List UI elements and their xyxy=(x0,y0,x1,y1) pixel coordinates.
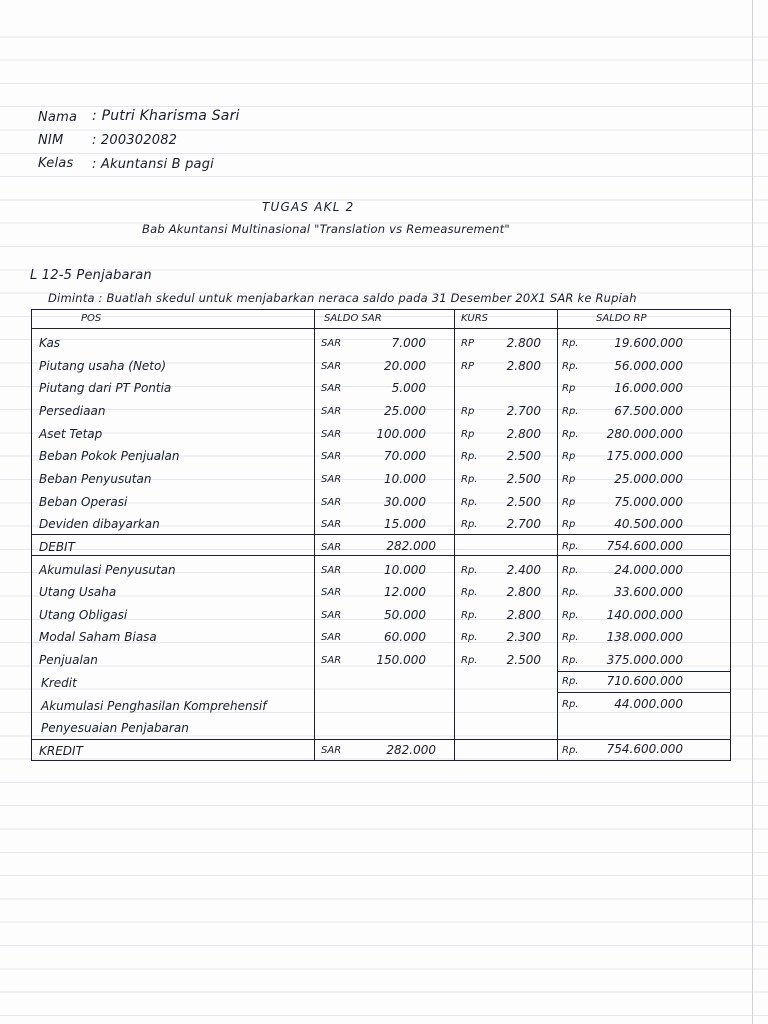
credit-row-2-rp-cur: Rp. xyxy=(562,610,579,621)
debit-row-7-pos: Beban Operasi xyxy=(39,495,128,509)
credit-row-1-kurs-value: 2.800 xyxy=(506,585,541,599)
credit-row-0-kurs-value: 2.400 xyxy=(506,563,541,577)
kelas-value: : Akuntansi B pagi xyxy=(92,157,214,172)
debit-row-5-sar-cur: SAR xyxy=(321,451,342,462)
debit-row-7-rp-value: 75.000.000 xyxy=(614,495,683,509)
credit-row-1-kurs-cur: Rp. xyxy=(461,587,478,598)
debit-row-0-sar-value: 7.000 xyxy=(391,336,426,350)
akumulasi-rp-value: 44.000.000 xyxy=(614,697,683,711)
credit-total-sar-cur: SAR xyxy=(321,745,342,756)
debit-row-0-kurs-value: 2.800 xyxy=(506,336,541,350)
debit-row-8-sar-cur: SAR xyxy=(321,519,342,530)
debit-row-0-rp-cur: Rp. xyxy=(562,338,579,349)
nim-value: : 200302082 xyxy=(92,133,178,148)
credit-row-4-rp-value: 375.000.000 xyxy=(606,653,683,667)
credit-total-line-top xyxy=(31,739,731,740)
debit-row-0-rp-value: 19.600.000 xyxy=(614,336,683,350)
debit-row-4-sar-value: 100.000 xyxy=(376,427,426,441)
credit-row-1-sar-cur: SAR xyxy=(321,587,342,598)
credit-total-rp-value: 754.600.000 xyxy=(606,742,683,756)
credit-row-4-sar-cur: SAR xyxy=(321,655,342,666)
debit-row-1-pos: Piutang usaha (Neto) xyxy=(39,359,167,373)
header-underline xyxy=(31,328,731,329)
akumulasi-label-1: Akumulasi Penghasilan Komprehensif xyxy=(41,699,267,713)
debit-row-5-sar-value: 70.000 xyxy=(384,449,426,463)
debit-row-1-kurs-cur: RP xyxy=(461,361,474,372)
debit-row-6-kurs-cur: Rp. xyxy=(461,474,478,485)
table-border-top xyxy=(31,309,731,310)
credit-total-rp-cur: Rp. xyxy=(562,745,579,756)
debit-row-0-pos: Kas xyxy=(39,336,61,350)
debit-separator xyxy=(31,534,731,535)
credit-row-0-kurs-cur: Rp. xyxy=(461,565,478,576)
debit-row-3-pos: Persediaan xyxy=(39,404,106,418)
debit-row-5-rp-value: 175.000.000 xyxy=(606,449,683,463)
debit-total-rp-cur: Rp. xyxy=(562,541,579,552)
debit-row-0-kurs-cur: RP xyxy=(461,338,474,349)
table-border-left xyxy=(31,309,32,761)
debit-row-0-sar-cur: SAR xyxy=(321,338,342,349)
credit-row-2-kurs-value: 2.800 xyxy=(506,608,541,622)
debit-total-sar-cur: SAR xyxy=(321,542,342,553)
debit-row-8-pos: Deviden dibayarkan xyxy=(39,517,160,531)
debit-row-8-rp-value: 40.500.000 xyxy=(614,517,683,531)
debit-row-6-rp-value: 25.000.000 xyxy=(614,472,683,486)
debit-row-1-sar-cur: SAR xyxy=(321,361,342,372)
debit-row-8-kurs-cur: Rp. xyxy=(461,519,478,530)
credit-row-3-rp-cur: Rp. xyxy=(562,632,579,643)
debit-row-7-sar-value: 30.000 xyxy=(384,495,426,509)
debit-row-7-sar-cur: SAR xyxy=(321,497,342,508)
credit-row-4-sar-value: 150.000 xyxy=(376,653,426,667)
column-divider-kurs xyxy=(454,309,455,761)
credit-row-0-rp-value: 24.000.000 xyxy=(614,563,683,577)
credit-total-label: KREDIT xyxy=(39,744,83,758)
credit-row-0-rp-cur: Rp. xyxy=(562,565,579,576)
credit-row-4-rp-cur: Rp. xyxy=(562,655,579,666)
credit-row-3-kurs-value: 2.300 xyxy=(506,630,541,644)
kredit-sub-line-top xyxy=(557,671,731,672)
debit-row-4-kurs-cur: Rp xyxy=(461,429,475,440)
credit-row-1-sar-value: 12.000 xyxy=(384,585,426,599)
credit-row-4-pos: Penjualan xyxy=(39,653,98,667)
credit-row-3-sar-value: 60.000 xyxy=(384,630,426,644)
debit-row-2-pos: Piutang dari PT Pontia xyxy=(39,381,172,395)
table-border-bottom xyxy=(31,760,731,761)
problem-code: L 12-5 Penjabaran xyxy=(30,268,152,283)
credit-row-4-kurs-cur: Rp. xyxy=(461,655,478,666)
credit-row-1-rp-value: 33.600.000 xyxy=(614,585,683,599)
debit-row-7-kurs-cur: Rp. xyxy=(461,497,478,508)
debit-row-1-sar-value: 20.000 xyxy=(384,359,426,373)
header-kurs: KURS xyxy=(461,313,488,324)
assignment-title: TUGAS AKL 2 xyxy=(262,200,355,214)
debit-row-2-sar-value: 5.000 xyxy=(391,381,426,395)
debit-row-1-rp-cur: Rp. xyxy=(562,361,579,372)
debit-row-6-rp-cur: Rp xyxy=(562,474,576,485)
nim-label: NIM xyxy=(38,133,64,148)
debit-row-1-rp-value: 56.000.000 xyxy=(614,359,683,373)
header-saldo-rp: SALDO RP xyxy=(596,313,647,324)
debit-row-2-rp-value: 16.000.000 xyxy=(614,381,683,395)
credit-row-0-sar-cur: SAR xyxy=(321,565,342,576)
kredit-sub-line-bottom xyxy=(557,692,731,693)
debit-row-5-kurs-value: 2.500 xyxy=(506,449,541,463)
problem-instruction: Diminta : Buatlah skedul untuk menjabarkan neraca saldo pada 31 Desember 20X1 SAR ke Rupiah xyxy=(48,291,637,305)
credit-row-3-sar-cur: SAR xyxy=(321,632,342,643)
debit-row-4-rp-cur: Rp. xyxy=(562,429,579,440)
debit-row-4-pos: Aset Tetap xyxy=(39,427,103,441)
debit-row-3-kurs-value: 2.700 xyxy=(506,404,541,418)
column-divider-rp xyxy=(557,309,558,761)
debit-row-3-rp-cur: Rp. xyxy=(562,406,579,417)
debit-row-4-sar-cur: SAR xyxy=(321,429,342,440)
kredit-sub-rp-cur: Rp. xyxy=(562,676,579,687)
debit-row-3-kurs-cur: Rp xyxy=(461,406,475,417)
debit-total-label: DEBIT xyxy=(39,540,75,554)
kelas-label: Kelas xyxy=(38,156,74,171)
debit-row-2-sar-cur: SAR xyxy=(321,383,342,394)
credit-row-2-rp-value: 140.000.000 xyxy=(606,608,683,622)
kredit-sub-rp-value: 710.600.000 xyxy=(606,674,683,688)
credit-row-4-kurs-value: 2.500 xyxy=(506,653,541,667)
debit-row-7-rp-cur: Rp xyxy=(562,497,576,508)
credit-row-2-sar-value: 50.000 xyxy=(384,608,426,622)
debit-total-underline xyxy=(31,555,731,556)
debit-row-3-sar-value: 25.000 xyxy=(384,404,426,418)
credit-row-1-pos: Utang Usaha xyxy=(39,585,117,599)
debit-row-5-pos: Beban Pokok Penjualan xyxy=(39,449,180,463)
header-pos: POS xyxy=(81,313,102,324)
debit-row-3-rp-value: 67.500.000 xyxy=(614,404,683,418)
debit-row-8-rp-cur: Rp xyxy=(562,519,576,530)
name-value: : Putri Kharisma Sari xyxy=(92,108,240,124)
credit-row-0-sar-value: 10.000 xyxy=(384,563,426,577)
debit-row-6-sar-value: 10.000 xyxy=(384,472,426,486)
name-label: Nama xyxy=(38,110,78,125)
debit-row-2-rp-cur: Rp xyxy=(562,383,576,394)
translation-schedule-table xyxy=(31,309,731,761)
credit-total-sar-value: 282.000 xyxy=(386,743,436,757)
credit-row-3-rp-value: 138.000.000 xyxy=(606,630,683,644)
page-margin-line xyxy=(752,0,753,1024)
debit-row-6-pos: Beban Penyusutan xyxy=(39,472,152,486)
credit-row-1-rp-cur: Rp. xyxy=(562,587,579,598)
debit-row-7-kurs-value: 2.500 xyxy=(506,495,541,509)
debit-total-sar-value: 282.000 xyxy=(386,539,436,553)
credit-row-3-kurs-cur: Rp. xyxy=(461,632,478,643)
table-border-right xyxy=(730,309,731,761)
debit-row-3-sar-cur: SAR xyxy=(321,406,342,417)
debit-row-1-kurs-value: 2.800 xyxy=(506,359,541,373)
debit-row-4-kurs-value: 2.800 xyxy=(506,427,541,441)
column-divider-sar xyxy=(314,309,315,761)
credit-row-3-pos: Modal Saham Biasa xyxy=(39,630,157,644)
kredit-sub-label: Kredit xyxy=(41,676,77,690)
credit-row-2-sar-cur: SAR xyxy=(321,610,342,621)
debit-row-5-kurs-cur: Rp. xyxy=(461,451,478,462)
credit-row-2-pos: Utang Obligasi xyxy=(39,608,128,622)
debit-row-6-kurs-value: 2.500 xyxy=(506,472,541,486)
header-saldo-sar: SALDO SAR xyxy=(324,313,382,324)
akumulasi-label-2: Penyesuaian Penjabaran xyxy=(41,721,189,735)
credit-row-0-pos: Akumulasi Penyusutan xyxy=(39,563,176,577)
debit-row-6-sar-cur: SAR xyxy=(321,474,342,485)
debit-row-8-sar-value: 15.000 xyxy=(384,517,426,531)
akumulasi-rp-cur: Rp. xyxy=(562,699,579,710)
debit-row-8-kurs-value: 2.700 xyxy=(506,517,541,531)
debit-row-4-rp-value: 280.000.000 xyxy=(606,427,683,441)
assignment-subtitle: Bab Akuntansi Multinasional "Translation vs Remeasurement" xyxy=(142,222,510,236)
debit-row-5-rp-cur: Rp xyxy=(562,451,576,462)
credit-row-2-kurs-cur: Rp. xyxy=(461,610,478,621)
debit-total-rp-value: 754.600.000 xyxy=(606,539,683,553)
